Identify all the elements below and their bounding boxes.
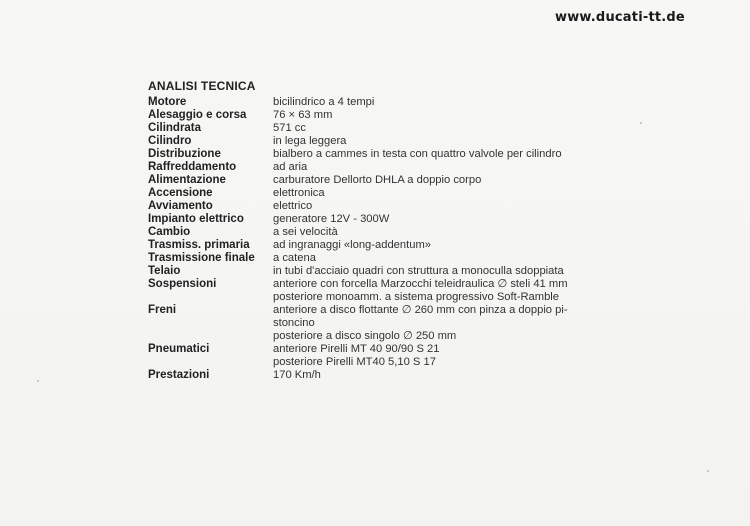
spec-label: Cilindro — [148, 135, 192, 147]
spec-values — [273, 226, 618, 239]
spec-label: Impianto elettrico — [148, 213, 244, 225]
spec-value: 76 × 63 mm — [273, 109, 333, 121]
spec-row — [148, 278, 618, 304]
spec-label: Alesaggio e corsa — [148, 109, 247, 121]
spec-row — [148, 343, 618, 369]
spec-value: anteriore con forcella Marzocchi teleidraulica ∅ steli 41 mm — [273, 278, 568, 290]
spec-values — [273, 161, 618, 174]
spec-value: elettrico — [273, 200, 313, 212]
spec-value: ad aria — [273, 161, 308, 173]
spec-label: Alimentazione — [148, 174, 226, 186]
website-watermark: www.ducati-tt.de — [555, 10, 685, 25]
spec-values — [273, 174, 618, 187]
spec-value: generatore 12V - 300W — [273, 213, 390, 225]
spec-values — [273, 265, 618, 278]
spec-label: Trasmiss. primaria — [148, 239, 250, 251]
spec-value: 170 Km/h — [273, 369, 321, 381]
spec-values — [273, 122, 618, 135]
spec-row — [148, 369, 618, 382]
spec-value: a catena — [273, 252, 316, 264]
spec-values — [273, 96, 618, 109]
spec-values — [273, 109, 618, 122]
spec-value: in tubi d'acciaio quadri con struttura a monoculla sdoppiata — [273, 265, 564, 277]
spec-label: Freni — [148, 304, 177, 316]
spec-values — [273, 135, 618, 148]
spec-row — [148, 174, 618, 187]
spec-values — [273, 187, 618, 200]
spec-value: posteriore Pirelli MT40 5,10 S 17 — [273, 356, 436, 368]
spec-row — [148, 239, 618, 252]
spec-value: posteriore monoamm. a sistema progressivo Soft-Ramble — [273, 291, 560, 303]
spec-value: stoncino — [273, 317, 315, 329]
spec-row — [148, 109, 618, 122]
paper-speck — [640, 122, 642, 124]
spec-row — [148, 252, 618, 265]
spec-value: 571 cc — [273, 122, 306, 134]
spec-label: Pneumatici — [148, 343, 210, 355]
spec-label: Accensione — [148, 187, 213, 199]
spec-label: Cambio — [148, 226, 191, 238]
spec-table — [148, 96, 618, 382]
spec-values — [273, 343, 618, 369]
spec-value: elettronica — [273, 187, 325, 199]
spec-row — [148, 265, 618, 278]
spec-row — [148, 148, 618, 161]
spec-values — [273, 369, 618, 382]
paper-speck — [707, 470, 709, 472]
paper-speck — [37, 380, 39, 382]
spec-value: bialbero a cammes in testa con quattro valvole per cilindro — [273, 148, 562, 160]
section-title: ANALISI TECNICA — [148, 79, 256, 93]
spec-row — [148, 161, 618, 174]
spec-label: Avviamento — [148, 200, 213, 212]
spec-row — [148, 200, 618, 213]
spec-row — [148, 304, 618, 343]
spec-label: Cilindrata — [148, 122, 202, 134]
spec-label: Trasmissione finale — [148, 252, 255, 264]
spec-row — [148, 213, 618, 226]
spec-values — [273, 278, 618, 304]
spec-value: anteriore a disco flottante ∅ 260 mm con pinza a doppio pi- — [273, 304, 568, 316]
spec-value: carburatore Dellorto DHLA a doppio corpo — [273, 174, 482, 186]
spec-values — [273, 252, 618, 265]
spec-value: a sei velocità — [273, 226, 338, 238]
spec-label: Telaio — [148, 265, 181, 277]
spec-row — [148, 122, 618, 135]
spec-row — [148, 135, 618, 148]
spec-row — [148, 226, 618, 239]
spec-values — [273, 148, 618, 161]
spec-value: in lega leggera — [273, 135, 347, 147]
spec-values — [273, 200, 618, 213]
spec-values — [273, 213, 618, 226]
spec-label: Distribuzione — [148, 148, 221, 160]
spec-value: bicilindrico a 4 tempi — [273, 96, 375, 108]
spec-values — [273, 304, 618, 343]
spec-label: Prestazioni — [148, 369, 210, 381]
spec-row — [148, 96, 618, 109]
spec-value: anteriore Pirelli MT 40 90/90 S 21 — [273, 343, 440, 355]
spec-value: posteriore a disco singolo ∅ 250 mm — [273, 330, 457, 342]
spec-values — [273, 239, 618, 252]
spec-label: Sospensioni — [148, 278, 217, 290]
spec-label: Motore — [148, 96, 187, 108]
spec-row — [148, 187, 618, 200]
spec-value: ad ingranaggi «long-addentum» — [273, 239, 431, 251]
spec-label: Raffreddamento — [148, 161, 237, 173]
